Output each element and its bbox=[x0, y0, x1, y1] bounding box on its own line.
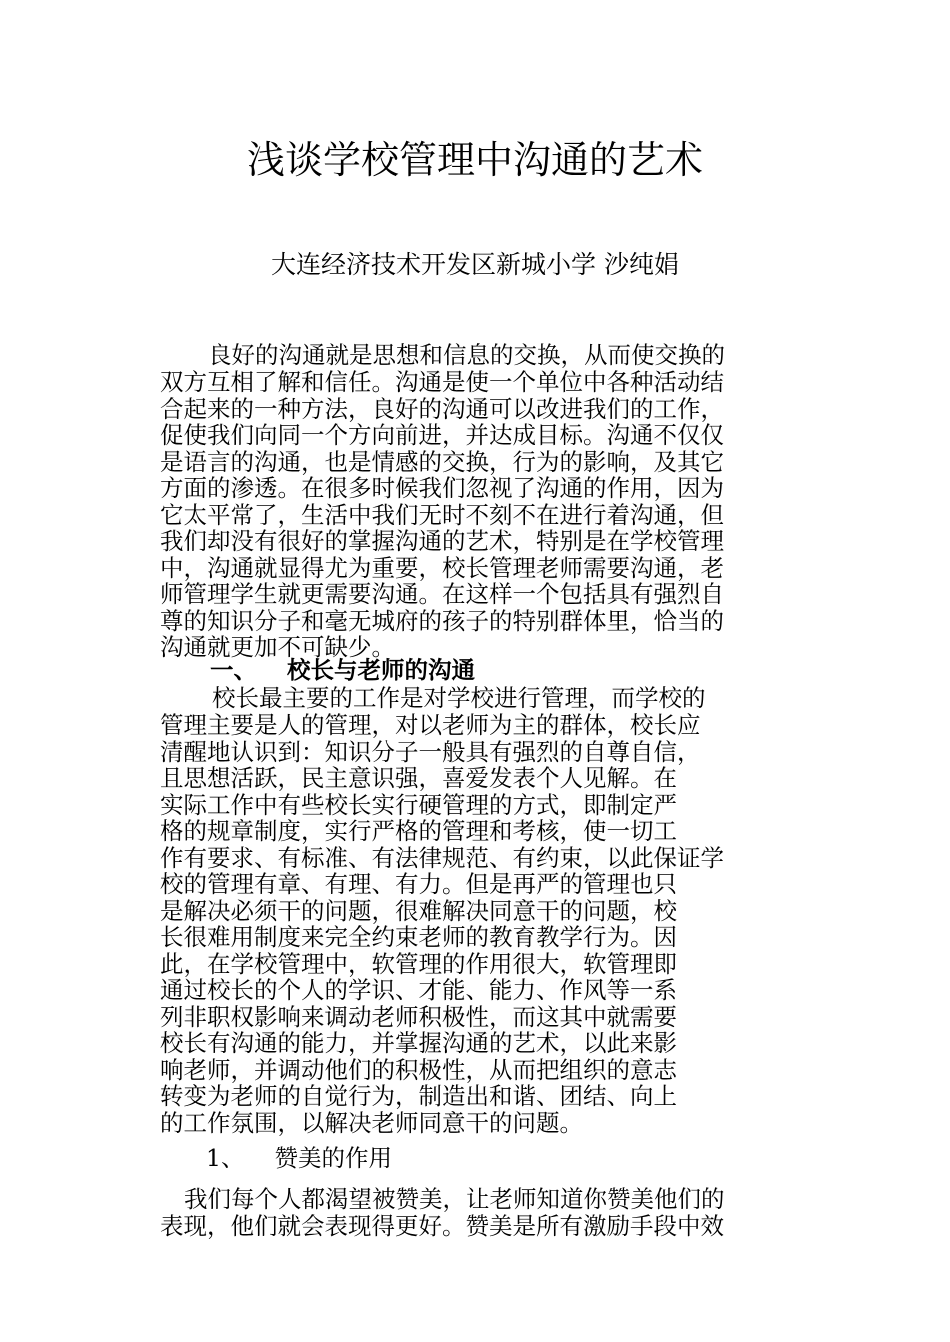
intro-line: 中，沟通就显得尤为重要，校长管理老师需要沟通，老 bbox=[160, 554, 724, 582]
intro-line: 是语言的沟通，也是情感的交换，行为的影响，及其它 bbox=[160, 448, 724, 476]
section1-line: 列非职权影响来调动老师积极性，而这其中就需要 bbox=[160, 1003, 677, 1031]
intro-line: 尊的知识分子和毫无城府的孩子的特别群体里，恰当的 bbox=[160, 607, 724, 635]
section1-line: 长很难用制度来完全约束老师的教育教学行为。因 bbox=[160, 923, 677, 951]
intro-line: 良好的沟通就是思想和信息的交换，从而使交换的 bbox=[208, 341, 725, 369]
section1-line: 作有要求、有标准、有法律规范、有约束，以此保证学 bbox=[160, 844, 724, 872]
section1-line: 转变为老师的自觉行为，制造出和谐、团结、向上 bbox=[160, 1082, 677, 1110]
section1-line: 清醒地认识到：知识分子一般具有强烈的自尊自信， bbox=[160, 738, 701, 766]
section1-line: 是解决必须干的问题，很难解决同意干的问题，校 bbox=[160, 897, 677, 925]
section1-line: 校长最主要的工作是对学校进行管理，而学校的 bbox=[212, 684, 706, 712]
intro-line: 合起来的一种方法，良好的沟通可以改进我们的工作， bbox=[160, 395, 724, 423]
section1-line: 此，在学校管理中，软管理的作用很大，软管理即 bbox=[160, 950, 677, 978]
section1-line: 实际工作中有些校长实行硬管理的方式，即制定严 bbox=[160, 791, 677, 819]
section1-line: 的工作氛围，以解决老师同意干的问题。 bbox=[160, 1109, 583, 1137]
subsection1-line: 表现，他们就会表现得更好。赞美是所有激励手段中效 bbox=[160, 1212, 724, 1240]
section1-line: 且思想活跃，民主意识强，喜爱发表个人见解。在 bbox=[160, 764, 677, 792]
document-author: 大连经济技术开发区新城小学 沙纯娟 bbox=[271, 250, 679, 279]
section1-line: 校的管理有章、有理、有力。但是再严的管理也只 bbox=[160, 870, 677, 898]
section1-line: 管理主要是人的管理，对以老师为主的群体，校长应 bbox=[160, 711, 701, 739]
section-number: 一、 bbox=[210, 656, 257, 684]
section1-line: 响老师，并调动他们的积极性，从而把组织的意志 bbox=[160, 1056, 677, 1084]
section-heading bbox=[210, 657, 475, 684]
document-title: 浅谈学校管理中沟通的艺术 bbox=[246, 138, 703, 182]
section1-line: 通过校长的个人的学识、才能、能力、作风等一系 bbox=[160, 976, 677, 1004]
intro-line: 师管理学生就更需要沟通。在这样一个包括具有强烈自 bbox=[160, 580, 724, 608]
subsection1-line: 我们每个人都渴望被赞美，让老师知道你赞美他们的 bbox=[184, 1185, 725, 1213]
subsection-number: 1、 bbox=[206, 1144, 245, 1172]
subsection-heading bbox=[206, 1143, 392, 1173]
intro-line: 沟通就更加不可缺少。 bbox=[160, 633, 395, 661]
intro-line: 我们却没有很好的掌握沟通的艺术，特别是在学校管理 bbox=[160, 527, 724, 555]
intro-line: 方面的渗透。在很多时候我们忽视了沟通的作用，因为 bbox=[160, 474, 724, 502]
section1-line: 格的规章制度，实行严格的管理和考核，使一切工 bbox=[160, 817, 677, 845]
intro-line: 它太平常了，生活中我们无时不刻不在进行着沟通，但 bbox=[160, 501, 724, 529]
section1-line: 校长有沟通的能力，并掌握沟通的艺术，以此来影 bbox=[160, 1029, 677, 1057]
intro-line: 促使我们向同一个方向前进，并达成目标。沟通不仅仅 bbox=[160, 421, 724, 449]
subsection-title: 赞美的作用 bbox=[274, 1144, 392, 1172]
intro-line: 双方互相了解和信任。沟通是使一个单位中各种活动结 bbox=[160, 368, 724, 396]
section-title: 校长与老师的沟通 bbox=[287, 656, 475, 684]
